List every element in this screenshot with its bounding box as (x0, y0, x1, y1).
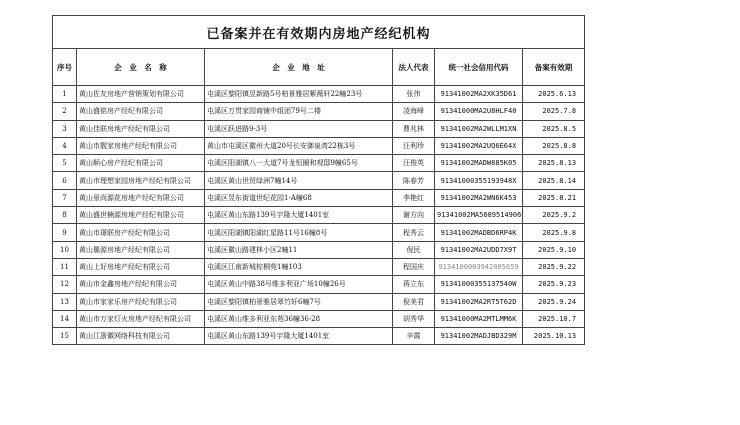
legal-rep: 倪美君 (393, 293, 435, 310)
company-address: 屯溪区阳湖镇阳湖红星路11号16幢8号 (205, 224, 393, 241)
legal-rep: 李艳红 (393, 189, 435, 206)
credit-code: 91341000MA2MTLMM6K (435, 310, 523, 327)
company-name: 黄山市理想家园房地产经纪有限公司 (77, 172, 205, 189)
company-address: 屯溪区万贯家园商铺中组团79号二楼 (205, 103, 393, 120)
legal-rep: 胡秀华 (393, 310, 435, 327)
legal-rep: 汪俊英 (393, 155, 435, 172)
company-name: 黄山盛世楠源房地产经纪有限公司 (77, 207, 205, 224)
company-address: 屯溪区黄山东路139号宇隆大厦1401室 (205, 207, 393, 224)
valid-date: 2025.6.13 (523, 86, 585, 103)
row-number: 8 (53, 207, 77, 224)
valid-date: 2025.8.13 (523, 155, 585, 172)
company-name: 黄山市家家乐房产经纪有限公司 (77, 293, 205, 310)
company-name: 黄山佐友房地产营销策划有限公司 (77, 86, 205, 103)
company-address: 屯溪区黄山世贸绿洲7幢14号 (205, 172, 393, 189)
company-address: 屯溪区徽山路建林小区2幢11 (205, 241, 393, 258)
valid-date: 2025.9.2 (523, 207, 585, 224)
legal-rep: 辛霞 (393, 328, 435, 345)
company-address: 屯溪区黎阳镇柏景雅居翠竹轩6幢7号 (205, 293, 393, 310)
valid-date: 2025.8.21 (523, 189, 585, 206)
row-number: 14 (53, 310, 77, 327)
company-name: 黄山上好房地产经纪有限公司 (77, 258, 205, 275)
company-name: 黄山景尚源花房地产经纪有限公司 (77, 189, 205, 206)
credit-code: 91341002MA5689514906 (435, 207, 523, 224)
row-number: 6 (53, 172, 77, 189)
table-row (53, 293, 585, 310)
header-credit-code: 统一社会信用代码 (435, 49, 523, 86)
legal-rep: 程国庆 (393, 258, 435, 275)
company-address: 屯溪区阳湖镇八一大道7号龙恒圈和观邸9幢65号 (205, 155, 393, 172)
valid-date: 2025.9.24 (523, 293, 585, 310)
header-company-address: 企 业 地 址 (205, 49, 393, 86)
valid-date: 2025.9.8 (523, 224, 585, 241)
credit-code: 91341002MA2WN6K453 (435, 189, 523, 206)
legal-rep: 倪民 (393, 241, 435, 258)
credit-code: 91341000MA2U8HLF40 (435, 103, 523, 120)
table-row (53, 328, 585, 345)
company-address: 屯溪区黄山维多利亚东苑36幢36-28 (205, 310, 393, 327)
company-address: 黄山市屯溪区徽州大道20号长安御泉湾22栋3号 (205, 137, 393, 154)
row-number: 9 (53, 224, 77, 241)
table-title: 已备案并在有效期内房地产经纪机构 (53, 16, 585, 49)
company-name: 黄山顺心房产经纪有限公司 (77, 155, 205, 172)
credit-code: 91341002MA2UDD7X9T (435, 241, 523, 258)
row-number: 10 (53, 241, 77, 258)
table-row (53, 224, 585, 241)
valid-date: 2025.10.13 (523, 328, 585, 345)
registry-table (52, 15, 585, 345)
credit-code: 913410003551939​48X (435, 172, 523, 189)
credit-code: 91341002MA2XK35D61 (435, 86, 523, 103)
company-address: 屯溪区昱东街道世纪花园1-A幢68 (205, 189, 393, 206)
valid-date: 2025.7.8 (523, 103, 585, 120)
table-row (53, 86, 585, 103)
company-name: 黄山市金鑫房地产经纪有限公司 (77, 276, 205, 293)
table-row (53, 103, 585, 120)
credit-code: 91341002MA2RT5T62D (435, 293, 523, 310)
header-company-name: 企 业 名 称 (77, 49, 205, 86)
table-row (53, 120, 585, 137)
credit-code: 91341002MA2WLLM1XN (435, 120, 523, 137)
credit-code: 91341000355137540W (435, 276, 523, 293)
row-number: 15 (53, 328, 77, 345)
valid-date: 2025.9.10 (523, 241, 585, 258)
table-row (53, 189, 585, 206)
company-name: 黄山江浙徽网络科技有限公司 (77, 328, 205, 345)
table-row (53, 155, 585, 172)
company-name: 黄山璐源房地产经纪有限公司 (77, 241, 205, 258)
table-row (53, 172, 585, 189)
row-number: 12 (53, 276, 77, 293)
legal-rep: 陈春芳 (393, 172, 435, 189)
legal-rep: 张伟 (393, 86, 435, 103)
company-name: 黄山市靓家房地产经纪有限公司 (77, 137, 205, 154)
row-number: 2 (53, 103, 77, 120)
legal-rep: 汪利珍 (393, 137, 435, 154)
row-number: 5 (53, 155, 77, 172)
company-address: 屯溪区黎阳镇昱新路5号柏景雅居紫薇轩22幢23号 (205, 86, 393, 103)
table-row (53, 137, 585, 154)
table-row (53, 241, 585, 258)
table-row (53, 276, 585, 293)
table-row (53, 258, 585, 275)
company-address: 屯溪区黄山东路139号宇隆大厦1401室 (205, 328, 393, 345)
valid-date: 2025.9.22 (523, 258, 585, 275)
row-number: 4 (53, 137, 77, 154)
header-legal-rep: 法人代表 (393, 49, 435, 86)
company-name: 黄山市万家灯火房地产经纪有限公司 (77, 310, 205, 327)
title-row (53, 16, 585, 49)
credit-code: 91341002MADJBD329M (435, 328, 523, 345)
legal-rep: 凌海峰 (393, 103, 435, 120)
header-row (53, 49, 585, 86)
valid-date: 2025.10.7 (523, 310, 585, 327)
company-address: 屯溪区跃进路9-3号 (205, 120, 393, 137)
valid-date: 2025.8.8 (523, 137, 585, 154)
row-number: 13 (53, 293, 77, 310)
legal-rep: 蒋立东 (393, 276, 435, 293)
company-address: 屯溪区黄山中路38号维多利亚广场10幢26号 (205, 276, 393, 293)
company-name: 黄山盛铭房产经纪有限公司 (77, 103, 205, 120)
row-number: 1 (53, 86, 77, 103)
company-name: 黄山市璟联房产经纪有限公司 (77, 224, 205, 241)
legal-rep: 曹兆林 (393, 120, 435, 137)
row-number: 7 (53, 189, 77, 206)
credit-code: 91341002MADBD6RP4K (435, 224, 523, 241)
valid-date: 2025.8.14 (523, 172, 585, 189)
credit-code: 91341002MA2UQ6E64X (435, 137, 523, 154)
company-address: 屯溪区江南新城棕桐苑1幢103 (205, 258, 393, 275)
header-valid-date: 备案有效期 (523, 49, 585, 86)
legal-rep: 谢方向 (393, 207, 435, 224)
credit-code: 91341002MADW885K05 (435, 155, 523, 172)
row-number: 3 (53, 120, 77, 137)
legal-rep: 程秀云 (393, 224, 435, 241)
table-row (53, 207, 585, 224)
header-no: 序号 (53, 49, 77, 86)
valid-date: 2025.8.5 (523, 120, 585, 137)
table-row (53, 310, 585, 327)
credit-code: 91341000039420056​59 (435, 258, 523, 275)
company-name: 黄山佳联房地产经纪有限公司 (77, 120, 205, 137)
row-number: 11 (53, 258, 77, 275)
valid-date: 2025.9.23 (523, 276, 585, 293)
